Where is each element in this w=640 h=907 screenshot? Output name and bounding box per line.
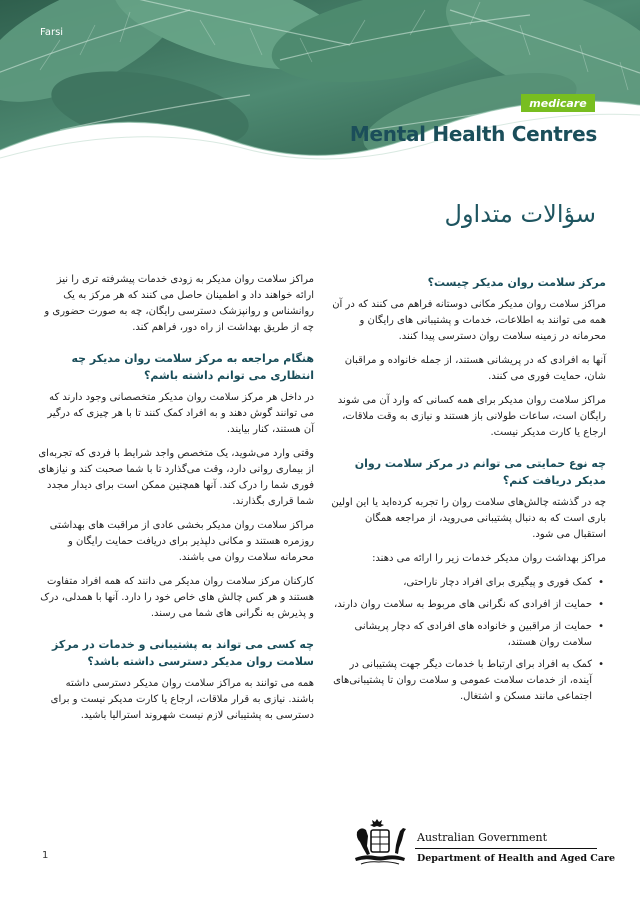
bullet-icon: • bbox=[598, 659, 604, 670]
list-item-text: کمک به افراد برای ارتباط با خدمات دیگر جهت پشتیبانی در آینده، از خدمات سلامت عمومی و سلامت روان تا پشتیبانی‌های اجتماعی مانند مسکن و اشتغال. bbox=[333, 659, 592, 702]
question-heading: مرکز سلامت روان مدیکر چیست؟ bbox=[427, 276, 606, 289]
paragraph: در داخل هر مرکز سلامت روان مدیکر متخصصانی وجود دارند که می توانند گوش دهند و به افراد کمک کنند تا با هر چیزی که درگیر آن هستند، کنار بیایند. bbox=[47, 392, 314, 435]
document-title: Mental Health Centres bbox=[349, 122, 597, 146]
left-column bbox=[38, 272, 314, 732]
right-column bbox=[330, 274, 606, 711]
paragraph: مراکز سلامت روان مدیکر مکانی دوستانه فراهم می کنند که در آن همه می توانند به اطلاعات، خدمات و پشتیبانی های رایگان و محرمانه در زمینه سلامت روان دسترسی پیدا کنند. bbox=[332, 299, 606, 342]
bullet-icon: • bbox=[598, 577, 604, 588]
department-name: Department of Health and Aged Care bbox=[417, 853, 616, 864]
language-label: Farsi bbox=[40, 27, 64, 38]
paragraph: آنها به افرادی که در پریشانی هستند، از جمله خانواده و مراقبان شان، حمایت فوری می کنند. bbox=[344, 355, 606, 382]
coat-of-arms-icon bbox=[351, 818, 409, 870]
list-item bbox=[330, 619, 606, 651]
list-item bbox=[330, 657, 606, 705]
paragraph: چه در گذشته چالش‌های سلامت روان را تجربه کرده‌اید یا این اولین باری است که به دنبال پشتیبانی می‌روید، از مراجعه همگان استقبال می شود. bbox=[331, 497, 606, 540]
paragraph: مراکز سلامت روان مدیکر بخشی عادی از مراقبت های بهداشتی روزمره هستند و مکانی دلپذیر برای دریافت حمایت رایگان و محرمانه سلامت روان می باشند. bbox=[49, 520, 314, 563]
medicare-logo: medicare bbox=[521, 94, 595, 112]
paragraph: کارکنان مرکز سلامت روان مدیکر می دانند که همه افراد متفاوت هستند و هر کس چالش های خاص خود را دارد. آنها با همدلی، درک و پذیرش به نگرانی های شما می رسند. bbox=[40, 576, 314, 619]
list-item-text: حمایت از مراقبین و خانواده های افرادی که دچار پریشانی سلامت روان هستند، bbox=[354, 621, 592, 648]
services-list bbox=[330, 575, 606, 705]
question-heading: هنگام مراجعه به مرکز سلامت روان مدیکر چه انتظاری می توانم داشته باشم؟ bbox=[71, 352, 314, 382]
government-name: Australian Government bbox=[417, 831, 548, 844]
question-heading: چه کسی می تواند به پشتیبانی و خدمات در مرکز سلامت روان مدیکر دسترسی داشته باشد؟ bbox=[52, 638, 314, 668]
paragraph: مراکز سلامت روان مدیکر به زودی خدمات پیشرفته تری را نیز ارائه خواهند داد و اطمینان حاصل می کنند که هر مرکز به یک روانشناس و روانپزشک دسترسی رایگان، چه به صورت حضوری و چه از طریق بهداشت از راه دور، فراهم کند. bbox=[44, 274, 314, 333]
bullet-icon: • bbox=[598, 599, 604, 610]
list-item bbox=[330, 597, 606, 613]
page-heading: سؤالات متداول bbox=[444, 200, 596, 228]
paragraph: مراکز بهداشت روان مدیکر خدمات زیر را ارائه می دهند: bbox=[372, 553, 606, 564]
paragraph: همه می توانند به مراکز سلامت روان مدیکر دسترسی داشته باشند. نیازی به قرار ملاقات، ارجاع یا کارت مدیکر نیست و برای دسترسی به پشتیبانی لازم نیست شهروند استرالیا باشید. bbox=[50, 678, 314, 721]
list-item-text: کمک فوری و پیگیری برای افراد دچار ناراحتی، bbox=[403, 577, 592, 588]
divider bbox=[415, 848, 597, 849]
bullet-icon: • bbox=[598, 621, 604, 632]
page-number: 1 bbox=[42, 850, 49, 861]
list-item-text: حمایت از افرادی که نگرانی های مربوط به سلامت روان دارند، bbox=[334, 599, 592, 610]
list-item bbox=[330, 575, 606, 591]
question-heading: چه نوع حمایتی می توانم در مرکز سلامت روان مدیکر دریافت کنم؟ bbox=[354, 457, 606, 487]
paragraph: وقتی وارد می‌شوید، یک متخصص واجد شرایط با فردی که تجربه‌ای از بیماری روانی دارد، وقت می‌گذارد تا با شما صحبت کند و نیازهای فوری شما را درک کند. آنها همچنین ممکن است برای دیدار مجدد شما قراری بگذارند. bbox=[38, 448, 314, 507]
paragraph: مراکز سلامت روان مدیکر برای همه کسانی که وارد آن می شوند رایگان است، ساعات طولانی باز هستند و نیازی به وقت ملاقات، ارجاع یا کارت مدیکر نیست. bbox=[337, 395, 606, 438]
australian-government-logo bbox=[351, 818, 616, 870]
